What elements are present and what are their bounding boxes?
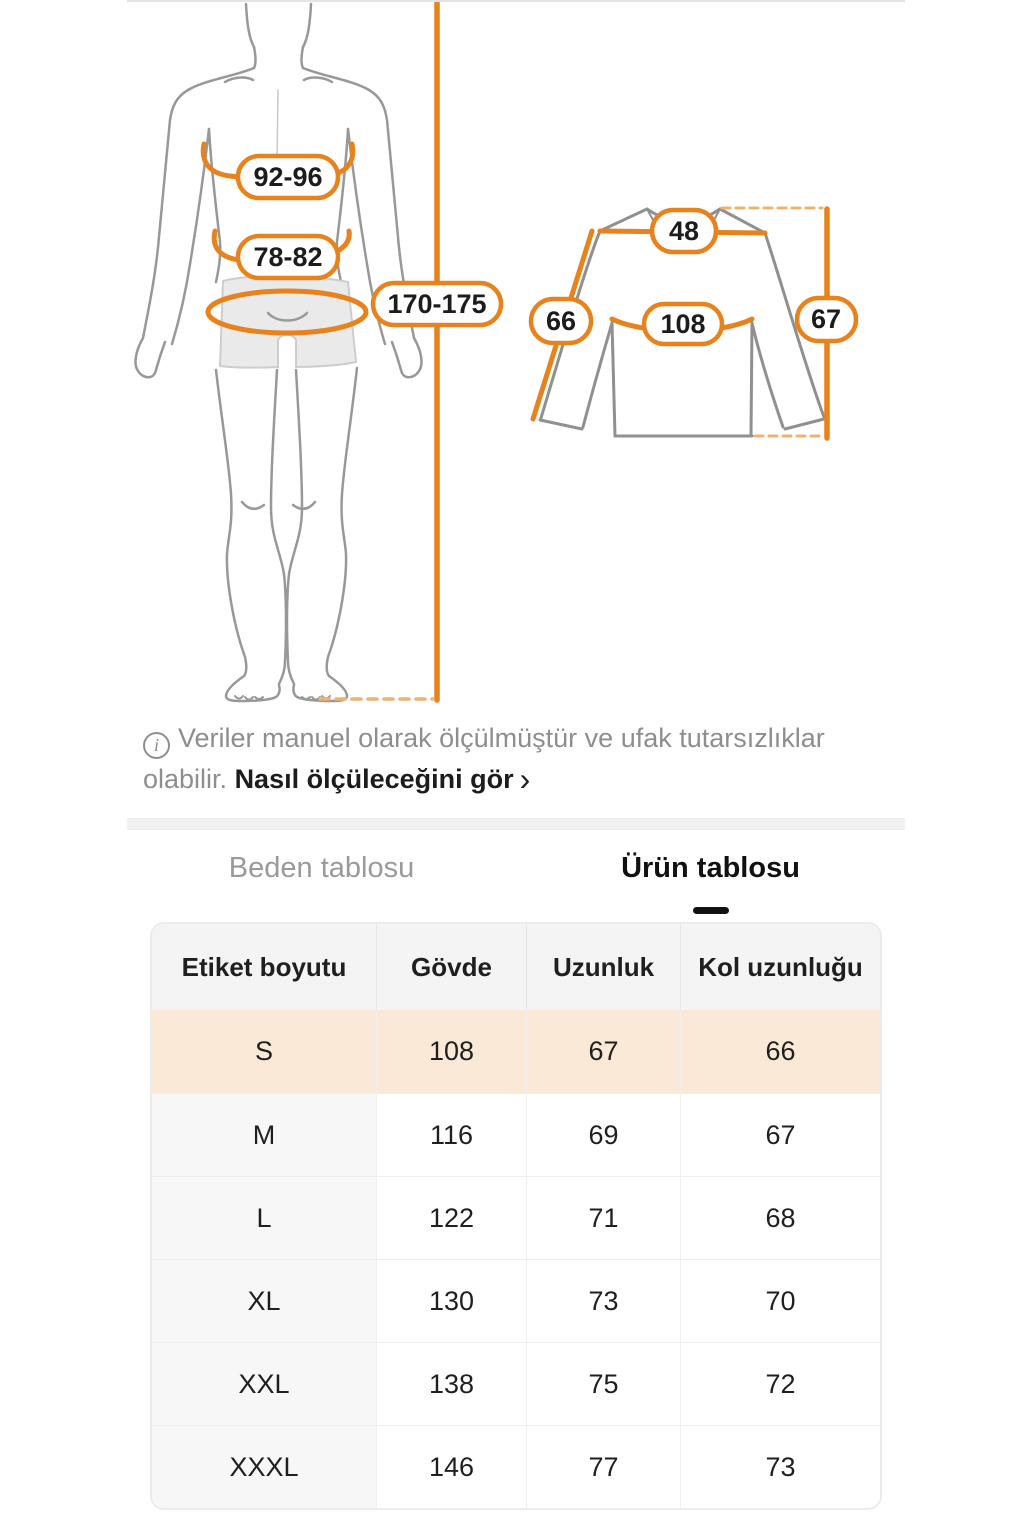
- section-divider: [127, 818, 905, 830]
- table-tabs: [127, 838, 905, 914]
- size-cell: L: [152, 1177, 376, 1259]
- shoulder-pill: [652, 210, 716, 252]
- info-icon: i: [143, 732, 170, 759]
- column-header: Kol uzunluğu: [680, 924, 880, 1010]
- size-cell: M: [152, 1094, 376, 1176]
- kol-cell: 68: [680, 1177, 880, 1259]
- size-guide-page: [127, 0, 905, 1536]
- table-row-xl[interactable]: [152, 1259, 880, 1342]
- kol-cell: 73: [680, 1426, 880, 1508]
- height-pill: [373, 283, 501, 325]
- chest-measure-pill: [644, 304, 722, 344]
- body-measurement-diagram: [130, 2, 510, 714]
- height-range-label: 170-175: [387, 289, 487, 319]
- table-row-m[interactable]: [152, 1093, 880, 1176]
- shoulder-label: 48: [668, 216, 700, 246]
- chest-measure-label: 108: [660, 309, 706, 339]
- how-to-measure-link[interactable]: Nasıl ölçüleceğini gör: [234, 764, 514, 794]
- chest-pill: [238, 156, 338, 198]
- kol-cell: 66: [680, 1010, 880, 1093]
- size-cell: XL: [152, 1260, 376, 1342]
- table-header-row: [152, 924, 880, 1010]
- govde-cell: 108: [376, 1010, 526, 1093]
- chevron-right-icon: ›: [519, 761, 531, 797]
- tab-urun-tablosu[interactable]: [516, 838, 905, 914]
- tab-beden-tablosu[interactable]: [127, 838, 516, 914]
- table-row-l[interactable]: [152, 1176, 880, 1259]
- uzunluk-cell: 67: [526, 1010, 680, 1093]
- active-tab-indicator: [693, 907, 729, 914]
- column-header: Etiket boyutu: [152, 924, 376, 1010]
- column-header: Uzunluk: [526, 924, 680, 1010]
- table-row-xxl[interactable]: [152, 1342, 880, 1425]
- size-cell: XXL: [152, 1343, 376, 1425]
- table-body: [152, 1010, 880, 1508]
- tab-label: Beden tablosu: [228, 852, 415, 884]
- tab-label: Ürün tablosu: [621, 852, 800, 884]
- govde-cell: 146: [376, 1426, 526, 1508]
- uzunluk-cell: 71: [526, 1177, 680, 1259]
- column-header: Gövde: [376, 924, 526, 1010]
- size-table: [150, 922, 882, 1510]
- measurement-note: [143, 718, 901, 800]
- table-row-xxxl[interactable]: [152, 1425, 880, 1508]
- size-cell: XXXL: [152, 1426, 376, 1508]
- uzunluk-cell: 77: [526, 1426, 680, 1508]
- sleeve-label: 66: [545, 306, 577, 336]
- length-pill: [797, 298, 856, 341]
- kol-cell: 67: [680, 1094, 880, 1176]
- govde-cell: 138: [376, 1343, 526, 1425]
- govde-cell: 130: [376, 1260, 526, 1342]
- chest-range-label: 92-96: [253, 162, 323, 192]
- length-label: 67: [810, 304, 842, 334]
- table-row-s[interactable]: [152, 1010, 880, 1093]
- waist-pill: [238, 236, 338, 278]
- size-cell: S: [152, 1010, 376, 1093]
- govde-cell: 116: [376, 1094, 526, 1176]
- govde-cell: 122: [376, 1177, 526, 1259]
- sleeve-pill: [531, 299, 591, 343]
- kol-cell: 72: [680, 1343, 880, 1425]
- garment-measurement-diagram: [520, 195, 870, 460]
- waist-range-label: 78-82: [253, 242, 323, 272]
- uzunluk-cell: 73: [526, 1260, 680, 1342]
- note-text: Veriler manuel olarak ölçülmüştür ve ufak tutarsızlıklar olabilir.: [143, 723, 825, 794]
- uzunluk-cell: 75: [526, 1343, 680, 1425]
- uzunluk-cell: 69: [526, 1094, 680, 1176]
- kol-cell: 70: [680, 1260, 880, 1342]
- legs-outline: [216, 368, 357, 701]
